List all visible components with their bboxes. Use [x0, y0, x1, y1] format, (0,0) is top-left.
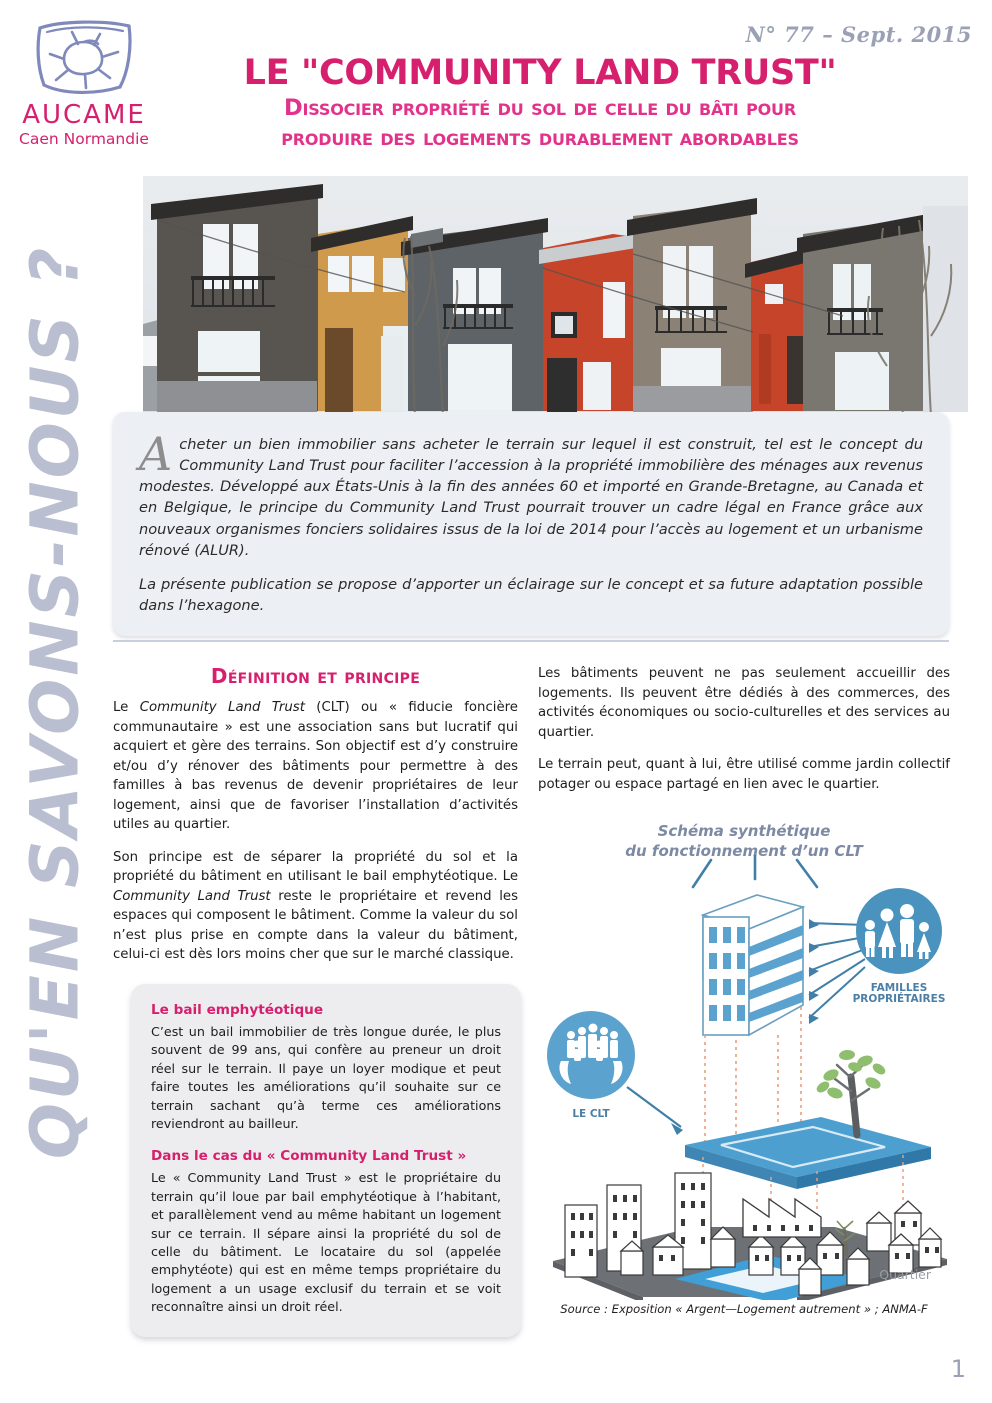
label-le-clt: LE CLT: [572, 1108, 610, 1120]
sketch-square-logo-icon: [28, 14, 140, 100]
infobox-text-1: C’est un bail immobilier de très longue durée, le plus souvent de 99 ans, qui confère au preneur un droit réel sur le terrain. Il paye un loyer modique et peut faire toutes les améliorations qu’il souhaite sur ce terrain sachant qu’à terme ces améliorations reviendront au bailleur.: [151, 1024, 501, 1132]
lp1i: Community Land Trust: [139, 700, 305, 715]
label-familles-line2: PROPRIÉTAIRES: [852, 993, 946, 1005]
page-number: 1: [950, 1355, 966, 1383]
lp2i: Community Land Trust: [113, 888, 271, 904]
issue-number: N° 77 – Sept. 2015: [745, 22, 972, 47]
townhouses-illustration: [143, 176, 968, 421]
section-divider: [113, 640, 949, 642]
building-icon: [703, 895, 803, 1035]
right-paragraph-1: Les bâtiments peuvent ne pas seulement accueillir des logements. Ils peuvent être dédiés à des commerces, des activités économiques ou socio-culturelles et des services au quartier.: [538, 666, 950, 740]
le-clt-icon: [547, 1011, 635, 1099]
header-titles: [180, 55, 900, 153]
infobox-text-2: Le « Community Land Trust » est le propriétaire du terrain qu’il loue par bail emphytéotique à l’habitant, et parallèlement vend au même habitant un logement sur ce terrain. Il sépare ainsi la propriété du sol de celle du bâtiment. Le locataire du sol (appelée emphytéote) qui est en même temps propriétaire du logement a un usage exclusif du terrain et se voit reconnaître ainsi un droit réel.: [151, 1170, 501, 1315]
lp2b: reste le propriétaire et revend les espaces qui composent le bâtiment. Comme la valeur du sol n’est plus prise en compte dans la valeur du bâtiment, celui-ci est dès lors moins cher que sur le marché classique.: [113, 888, 518, 963]
aucame-logo: [12, 14, 156, 148]
label-quartier: Quartier: [879, 1267, 931, 1282]
abstract-box: [113, 412, 949, 636]
land-slab: [685, 1117, 931, 1189]
page-subtitle-line1: Dissocier propriété du sol de celle du bâti pour: [284, 94, 796, 121]
abstract-text-1: cheter un bien immobilier sans acheter le terrain sur lequel il est construit, tel est le concept du Community Land Trust pour faciliter l’accession à la propriété immobilière des ménages aux revenus modestes. Développé aux États-Unis à la fin des années 60 et importé en Grande-Bretagne, au Canada et en Belgique, le principe du Community Land Trust pourrait trouver un cadre légal en France grâce aux nouveaux organismes fonciers solidaires issus de la loi de 2014 pour l’accès au logement et un urbanisme rénové (ALUR).: [139, 436, 923, 559]
right-paragraph-2: Le terrain peut, quant à lui, être utilisé comme jardin collectif potager ou espace partagé en lien avec le quartier.: [538, 757, 950, 792]
left-paragraph-2: [113, 848, 518, 965]
section-title-definition: Définition et principe: [210, 664, 421, 688]
left-column: [113, 664, 518, 965]
left-paragraph-1: [113, 698, 518, 835]
label-familles-line1: FAMILLES: [870, 982, 928, 994]
page-title: LE "COMMUNITY LAND TRUST": [243, 53, 837, 93]
right-column: [538, 664, 950, 861]
header-photo: [143, 176, 968, 421]
familles-proprietaires-icon: [856, 888, 942, 974]
infobox-heading-1: Le bail emphytéotique: [151, 1002, 324, 1018]
lp2a: Son principe est de séparer la propriété du sol et la propriété du bâtiment en utilisant le bail emphytéotique. Le: [113, 849, 518, 885]
infobox-bail-emphyteotique: [131, 984, 521, 1337]
lp1a: Le: [113, 700, 140, 715]
side-banner-label: QU'EN SAVONS-NOUS ?: [16, 244, 94, 1159]
clt-schema-svg: [535, 855, 965, 1300]
abstract-paragraph-2: La présente publication se propose d’apporter un éclairage sur le concept et sa future adaptation possible dans l’hexagone.: [139, 575, 923, 615]
diagram-caption-line1: Schéma synthétique: [657, 822, 831, 841]
abstract-dropcap: A: [139, 427, 173, 481]
infobox-heading-2: Dans le cas du « Community Land Trust »: [151, 1148, 467, 1165]
page-subtitle-line2: produire des logements durablement abordables: [281, 125, 799, 152]
logo-name: AUCAME: [22, 100, 146, 130]
logo-subtitle: Caen Normandie: [19, 130, 149, 149]
diagram-caption-line2: du fonctionnement d’un CLT: [625, 841, 863, 860]
clt-schema-diagram: [535, 855, 965, 1300]
lp1b: (CLT) ou « fiducie foncière communautaire » est une association sans but lucratif qui acquiert et gère des terrains. Son objectif est d’y construire et/ou d’y rénover des bâtiments pour permettre à des familles à bas revenus de devenir propriétaires de leur logement, ainsi que de favoriser l’installation d’activités utiles au quartier.: [113, 700, 518, 833]
diagram-source: Source : Exposition « Argent—Logement autrement » ; ANMA-F: [560, 1302, 928, 1316]
side-banner: [0, 0, 110, 1403]
abstract-paragraph-1: [139, 427, 923, 561]
